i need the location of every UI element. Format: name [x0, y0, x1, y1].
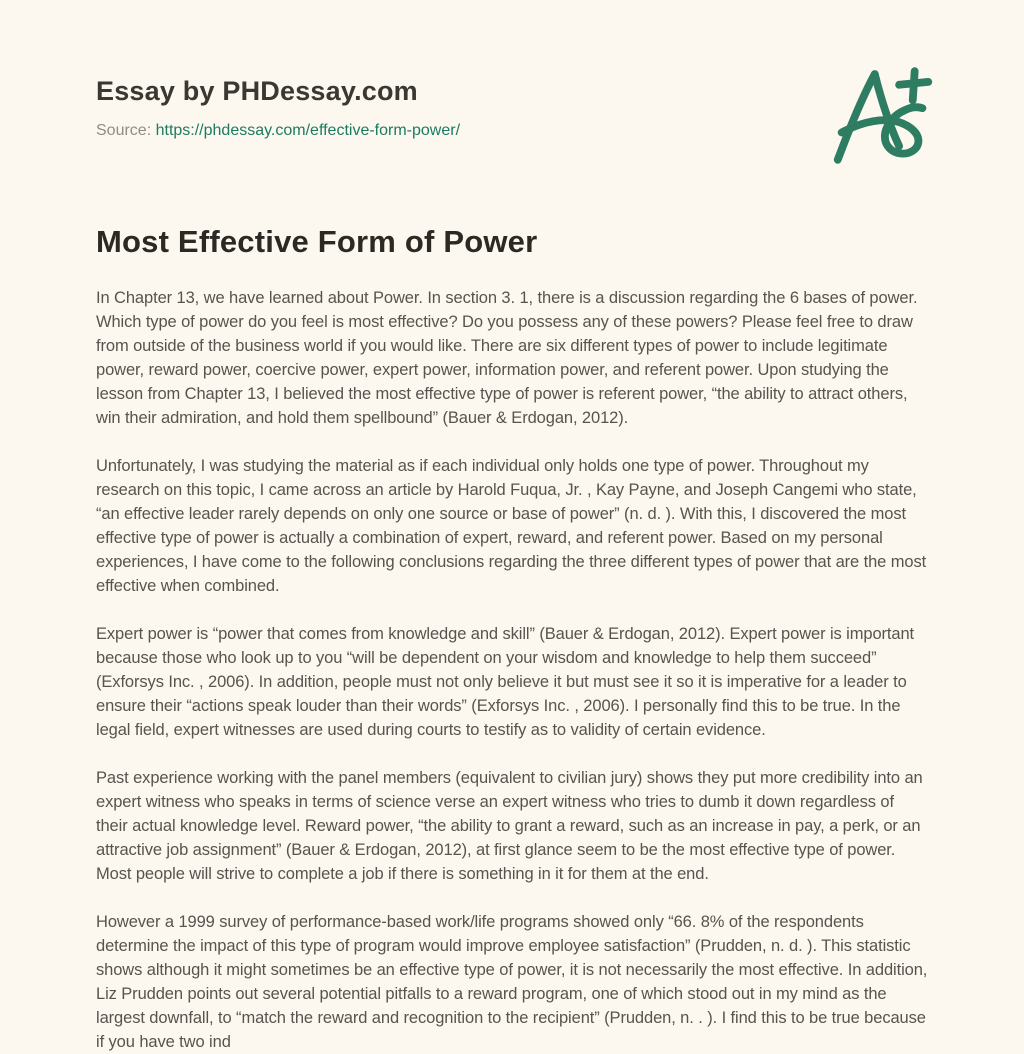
site-title: Essay by PHDessay.com — [96, 76, 418, 106]
phdessay-a-plus-logo-icon — [828, 62, 940, 168]
source-line — [96, 122, 928, 140]
essay-body — [96, 286, 928, 1054]
source-link[interactable]: https://phdessay.com/effective-form-power/ — [155, 122, 461, 139]
essay-paragraph-4: Past experience working with the panel members (equivalent to civilian jury) shows they put more credibility into an expert witness who speaks in terms of science verse an expert witness who tries to dumb it down regardless of their actual knowledge level. Reward power, “the ability to grant a reward, such as an increase in pay, a perk, or an attractive job assignment” (Bauer & Erdogan, 2012), at first glance seem to be the most effective type of power. Most people will strive to complete a job if there is something in it for them at the end. — [96, 769, 923, 883]
essay-paragraph-1: In Chapter 13, we have learned about Power. In section 3. 1, there is a discussion regarding the 6 bases of power. Which type of power do you feel is most effective? Do you possess any of these powers? Please feel free to draw from outside of the business world if you would like. There are six different types of power to include legitimate power, reward power, coercive power, expert power, information power, and referent power. Upon studying the lesson from Chapter 13, I believed the most effective type of power is referent power, “the ability to attract others, win their admiration, and hold them spellbound” (Bauer & Erdogan, 2012). — [96, 289, 918, 427]
essay-paragraph-5: However a 1999 survey of performance-based work/life programs showed only “66. 8% of the respondents determine the impact of this type of program would improve employee satisfaction” (Prudden, n. d. ). This statistic shows although it might sometimes be an effective type of power, it is not necessarily the most effective. In addition, Liz Prudden points out several potential pitfalls to a reward program, one of which stood out in my mind as the largest downfall, to “match the reward and recognition to the recipient” (Prudden, n. . ). I find this to be true because if you have two ind — [96, 913, 928, 1051]
source-label: Source: — [96, 122, 152, 139]
essay-paragraph-2: Unfortunately, I was studying the material as if each individual only holds one type of power. Throughout my research on this topic, I came across an article by Harold Fuqua, Jr. , Kay Payne, and Joseph Cangemi who state, “an effective leader rarely depends on only one source or base of power” (n. d. ). With this, I discovered the most effective type of power is actually a combination of expert, reward, and referent power. Based on my personal experiences, I have come to the following conclusions regarding the three different types of power that are the most effective when combined. — [96, 457, 927, 595]
essay-paragraph-3: Expert power is “power that comes from knowledge and skill” (Bauer & Erdogan, 2012). Expert power is important because those who look up to you “will be dependent on your wisdom and knowledge to help them succeed” (Exforsys Inc. , 2006). In addition, people must not only believe it but must see it so it is imperative for a leader to ensure their “actions speak louder than their words” (Exforsys Inc. , 2006). I personally find this to be true. In the legal field, expert witnesses are used during courts to testify as to validity of certain evidence. — [96, 625, 915, 739]
essay-title: Most Effective Form of Power — [96, 224, 538, 259]
